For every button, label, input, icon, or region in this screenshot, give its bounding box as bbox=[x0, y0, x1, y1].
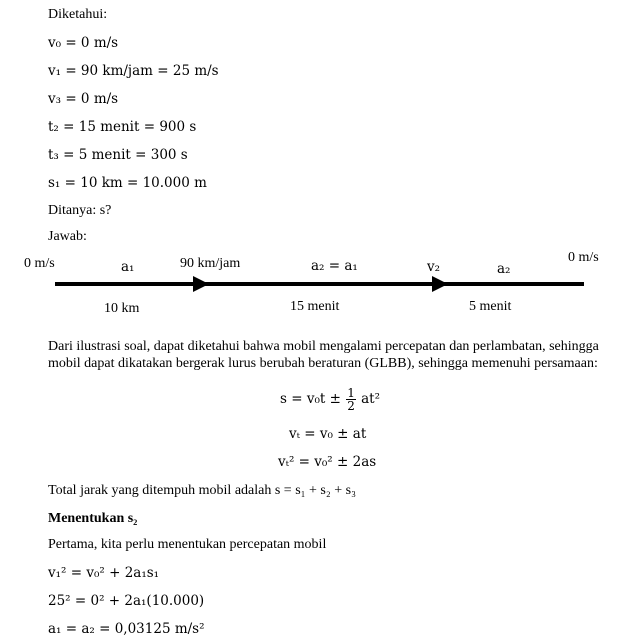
a2-eq-a1-label: a₂ = a₁ bbox=[311, 258, 358, 274]
arrow-head-2 bbox=[432, 276, 448, 292]
first-step-text: Pertama, kita perlu menentukan percepatan mobil bbox=[48, 537, 327, 552]
calc-line-2: 25² = 0² + 2a₁(10.000) bbox=[48, 593, 205, 609]
equation-1-right: at² bbox=[361, 391, 381, 407]
start-speed-label: 0 m/s bbox=[24, 256, 55, 271]
a1-label: a₁ bbox=[121, 259, 135, 275]
segment2-label: 15 menit bbox=[290, 299, 340, 314]
fraction-half bbox=[346, 387, 356, 412]
mid-speed-label: 90 km/jam bbox=[180, 256, 241, 271]
answer-heading: Jawab: bbox=[48, 229, 87, 244]
asked-text: Ditanya: s? bbox=[48, 203, 112, 218]
given-s1: s₁ = 10 km = 10.000 m bbox=[48, 175, 207, 191]
end-speed-label: 0 m/s bbox=[568, 250, 599, 265]
segment1-label: 10 km bbox=[104, 301, 140, 316]
equation-2: vₜ = v₀ ± at bbox=[289, 426, 367, 442]
v2-label: v₂ bbox=[427, 259, 441, 275]
section-heading: Menentukan s₂ bbox=[48, 511, 138, 526]
given-v3: v₃ = 0 m/s bbox=[48, 91, 119, 107]
given-v0: v₀ = 0 m/s bbox=[48, 35, 119, 51]
equation-1-left: s = v₀t ± bbox=[280, 391, 341, 407]
calc-line-3: a₁ = a₂ = 0,03125 m/s² bbox=[48, 621, 205, 637]
a2-label: a₂ bbox=[497, 261, 511, 277]
given-t2: t₂ = 15 menit = 900 s bbox=[48, 119, 197, 135]
segment3-label: 5 menit bbox=[469, 299, 512, 314]
calc-line-1: v₁² = v₀² + 2a₁s₁ bbox=[48, 565, 160, 581]
total-distance-text: Total jarak yang ditempuh mobil adalah s = s₁ + s₂ + s₃ bbox=[48, 483, 356, 498]
explanation-line-2: mobil dapat dikatakan bergerak lurus berubah beraturan (GLBB), sehingga memenuhi persamaan: bbox=[48, 356, 598, 371]
given-t3: t₃ = 5 menit = 300 s bbox=[48, 147, 188, 163]
fraction-numerator: 1 bbox=[347, 386, 355, 400]
fraction-denominator: 2 bbox=[347, 399, 355, 413]
given-v1: v₁ = 90 km/jam = 25 m/s bbox=[48, 63, 219, 79]
equation-3: vₜ² = v₀² ± 2as bbox=[278, 454, 377, 470]
arrow-head-1 bbox=[193, 276, 209, 292]
explanation-line-1: Dari ilustrasi soal, dapat diketahui bahwa mobil mengalami percepatan dan perlambatan, sehingga bbox=[48, 339, 599, 354]
equation-1 bbox=[280, 385, 380, 413]
given-heading: Diketahui: bbox=[48, 7, 108, 22]
